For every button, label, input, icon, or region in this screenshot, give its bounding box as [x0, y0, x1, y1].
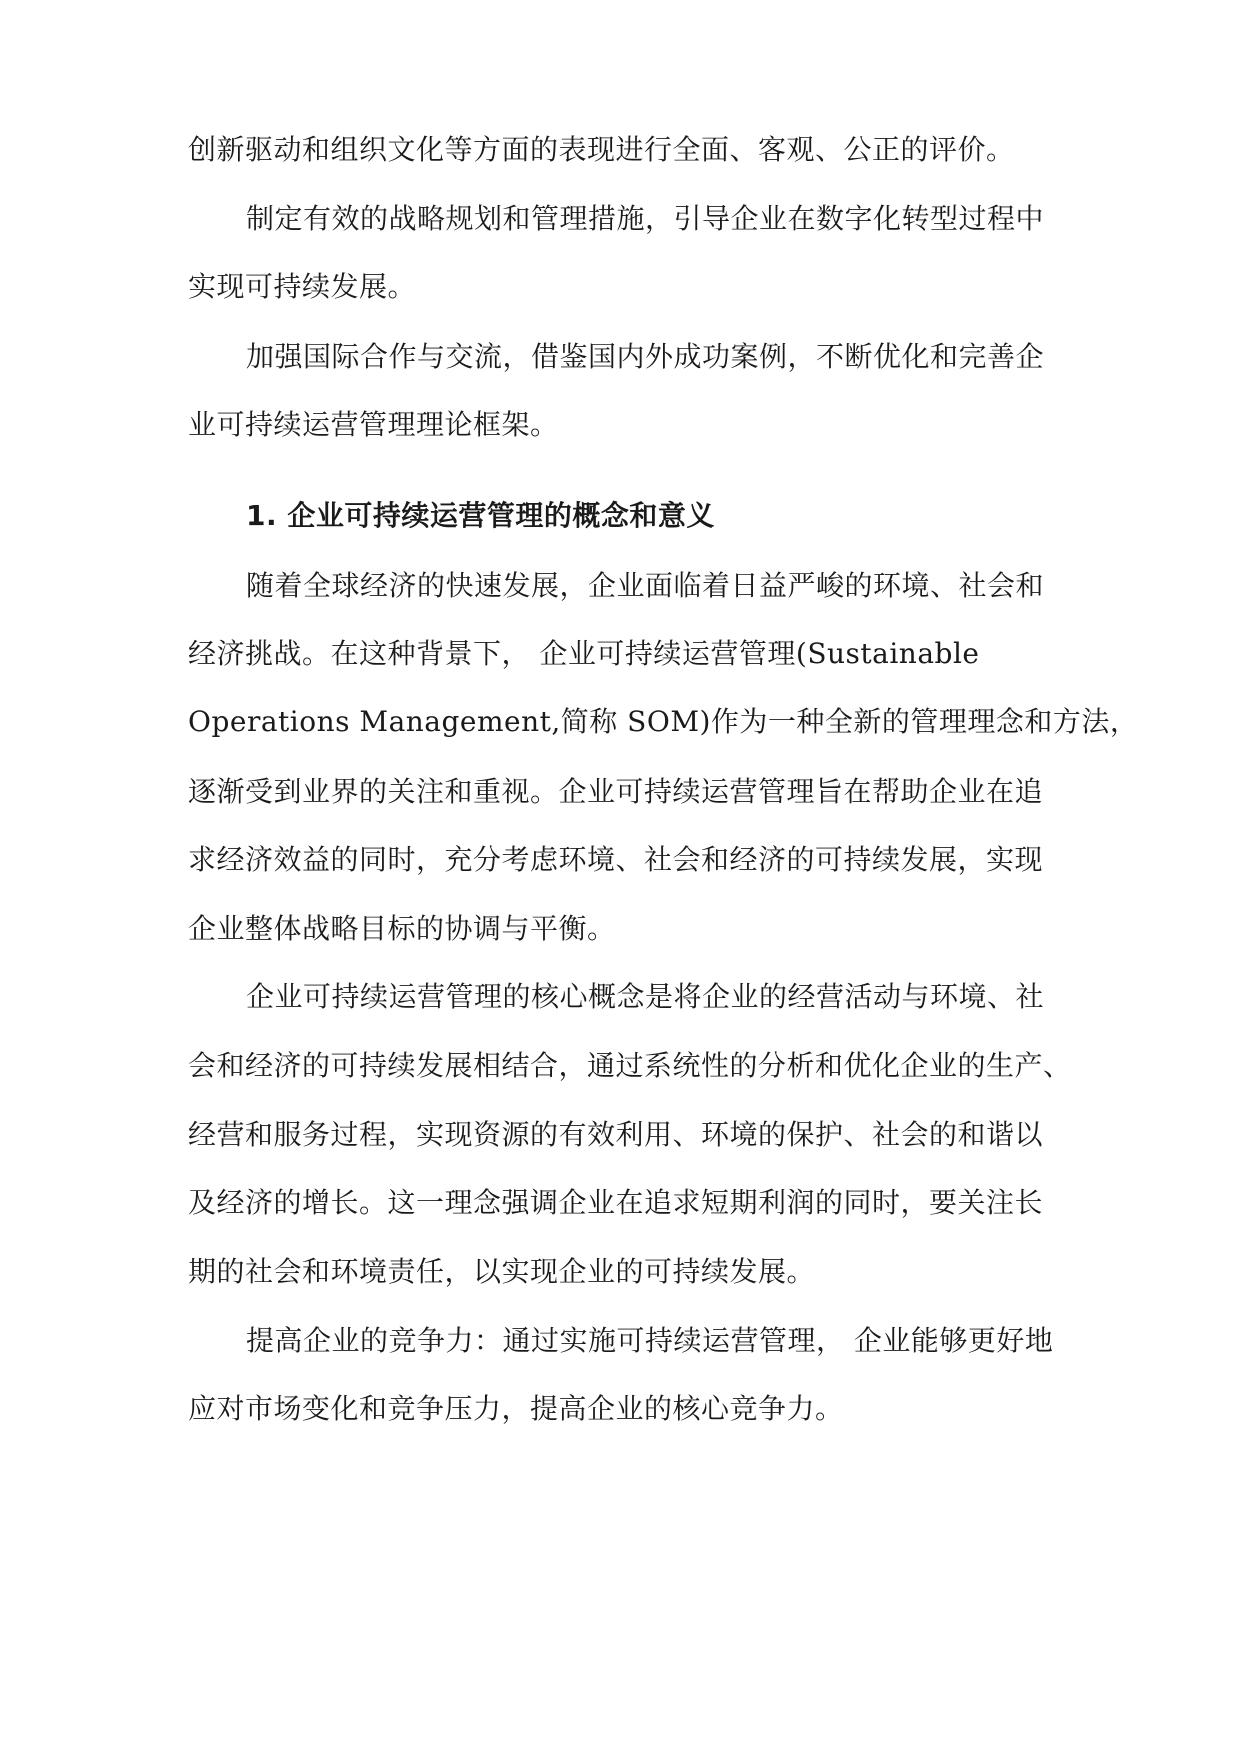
- text-line-2: 制定有效的战略规划和管理措施，引导企业在数字化转型过程中: [246, 202, 1045, 235]
- text-line-14: 会和经济的可持续发展相结合，通过系统性的分析和优化企业的生产、: [188, 1049, 1072, 1082]
- text-line-3: 实现可持续发展。: [188, 270, 417, 303]
- text-line-13: 企业可持续运营管理的核心概念是将企业的经营活动与环境、社: [246, 980, 1045, 1013]
- text-line-4: 加强国际合作与交流，借鉴国内外成功案例，不断优化和完善企: [246, 340, 1045, 373]
- text-line-19: 应对市场变化和竞争压力，提高企业的核心竞争力。: [188, 1392, 844, 1425]
- text-line-16: 及经济的增长。这一理念强调企业在追求短期利润的同时，要关注长: [188, 1186, 1044, 1219]
- text-line-1: 创新驱动和组织文化等方面的表现进行全面、客观、公正的评价。: [188, 133, 1015, 166]
- section-heading: 1. 企业可持续运营管理的概念和意义: [246, 499, 715, 532]
- text-line-5: 业可持续运营管理理论框架。: [188, 408, 559, 441]
- text-line-10: 逐渐受到业界的关注和重视。企业可持续运营管理旨在帮助企业在追: [188, 775, 1044, 808]
- text-line-7: 随着全球经济的快速发展，企业面临着日益严峻的环境、社会和: [246, 569, 1045, 602]
- text-line-8: 经济挑战。在这种背景下， 企业可持续运营管理(Sustainable: [188, 637, 980, 670]
- text-line-17: 期的社会和环境责任，以实现企业的可持续发展。: [188, 1255, 816, 1288]
- text-line-9: Operations Management,简称 SOM)作为一种全新的管理理念和方法，: [188, 705, 1139, 738]
- text-line-15: 经营和服务过程，实现资源的有效利用、环境的保护、社会的和谐以: [188, 1118, 1044, 1151]
- text-line-12: 企业整体战略目标的协调与平衡。: [188, 912, 616, 945]
- text-line-18: 提高企业的竞争力：通过实施可持续运营管理， 企业能够更好地: [246, 1324, 1054, 1357]
- text-line-11: 求经济效益的同时，充分考虑环境、社会和经济的可持续发展，实现: [188, 843, 1044, 876]
